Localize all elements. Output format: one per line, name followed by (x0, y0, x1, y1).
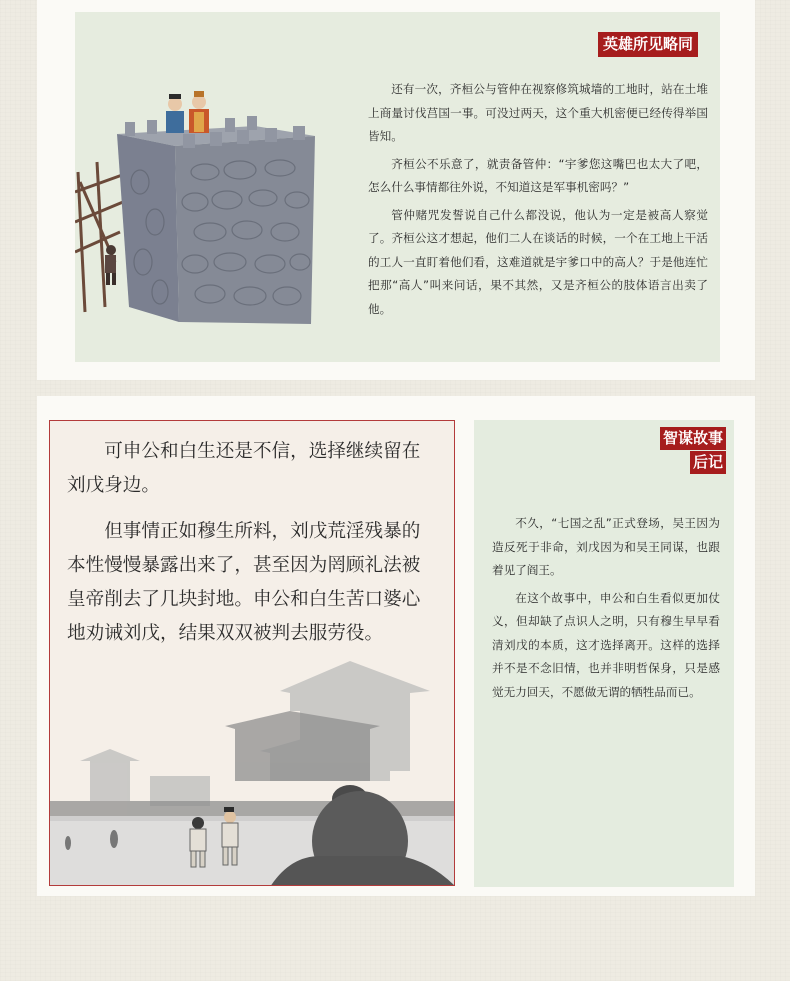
afterword-text (492, 512, 720, 708)
top-panel (37, 0, 755, 380)
afterword-heading-line1: 智谋故事 (660, 427, 726, 450)
city-illustration (50, 631, 455, 886)
paragraph: 还有一次，齐桓公与管仲在视察修筑城墙的工地时，站在土堆上商量讨伐莒国一事。可没过两天，这个重大机密便已经传得举国皆知。 (368, 82, 708, 143)
top-story-card (75, 12, 720, 362)
top-story-text (368, 78, 708, 325)
paragraph: 不久，“七国之乱”正式登场，吴王因为造反死于非命，刘戊因为和吴王同谋，也跟着见了阎王。 (492, 516, 720, 577)
paragraph: 可申公和白生还是不信，选择继续留在刘戊身边。 (67, 441, 421, 496)
story-text (67, 435, 435, 663)
paragraph: 在这个故事中，申公和白生看似更加仗义，但却缺了点识人之明，只有穆生早早看清刘戊的本质，这才选择离开。这样的选择并不是不念旧情，也并非明哲保身，只是感觉无力回天，不愿做无谓的牺牲品而已。 (492, 590, 720, 699)
worker-figure (105, 245, 116, 285)
story-card (49, 420, 455, 886)
paragraph: 齐桓公不乐意了，就责备管仲：“宇爹您这嘴巴也太大了吧，怎么什么事情都往外说，不知道这是军事机密吗？” (368, 156, 708, 194)
paragraph: 但事情正如穆生所料，刘戊荒淫残暴的本性慢慢暴露出来了，甚至因为罔顾礼法被皇帝削去了几块封地。申公和白生苦口婆心地劝诫刘戊，结果双双被判去服劳役。 (67, 521, 421, 644)
tower-illustration (75, 72, 375, 332)
section-heading: 英雄所见略同 (598, 32, 698, 57)
afterword-card (474, 420, 734, 887)
bottom-panel (37, 396, 755, 896)
paragraph: 管仲赌咒发誓说自己什么都没说，他认为一定是被高人察觉了。齐桓公这才想起，他们二人在谈话的时候，一个在工地上干活的工人一直盯着他们看，这难道就是宇爹口中的高人？于是他连忙把那“高人”叫来问话，果不其然，又是齐桓公的肢体语言出卖了他。 (368, 207, 708, 316)
figures-on-tower (166, 91, 209, 133)
afterword-heading-line2: 后记 (690, 451, 726, 474)
